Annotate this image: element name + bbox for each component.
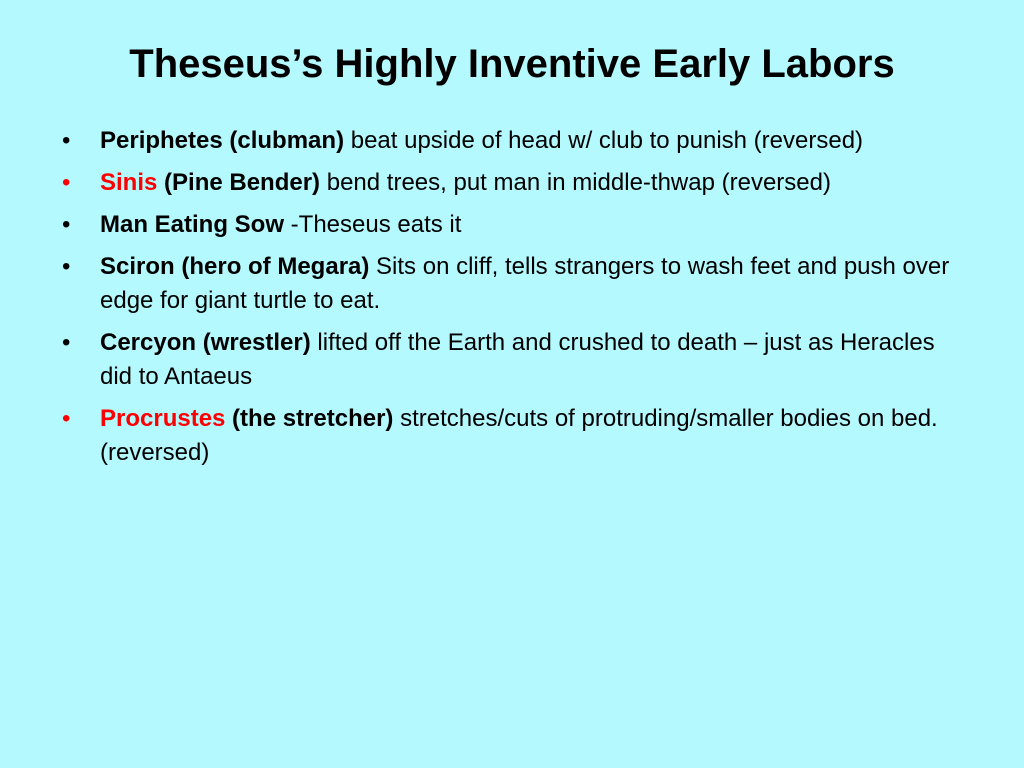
bullet-item-periphetes [62, 124, 962, 158]
bullet-marker: • [62, 253, 71, 280]
bullet-bold-label: (the stretcher) [225, 405, 394, 432]
bullet-text: lifted off the Earth and crushed to death – just as Heracles did to Antaeus [100, 329, 935, 390]
bullet-marker: • [62, 169, 71, 196]
bullet-text: beat upside of head w/ club to punish (reversed) [344, 127, 864, 154]
slide-title: Theseus’s Highly Inventive Early Labors [129, 42, 895, 86]
bullet-bold-label: Periphetes (clubman) [100, 127, 345, 154]
bullet-text: -Theseus eats it [284, 211, 462, 238]
bullet-marker: • [62, 127, 71, 154]
bullet-bold-label: Man Eating Sow [100, 211, 285, 238]
bullet-text: Sits on cliff, tells strangers to wash feet and push over edge for giant turtle to eat. [100, 253, 950, 314]
bullet-item-man-eating-sow [62, 208, 962, 242]
bullet-item-procrustes [62, 402, 962, 470]
bullet-marker: • [62, 329, 71, 356]
bullet-red-name: Sinis [100, 169, 158, 196]
bullet-red-name: Procrustes [100, 405, 226, 432]
bullet-text: bend trees, put man in middle-thwap (reversed) [320, 169, 831, 196]
bullet-list [62, 124, 962, 478]
bullet-item-sciron [62, 250, 962, 318]
bullet-item-sinis [62, 166, 962, 200]
bullet-text: stretches/cuts of protruding/smaller bodies on bed. (reversed) [100, 405, 938, 466]
bullet-bold-label: (Pine Bender) [157, 169, 321, 196]
bullet-bold-label: Sciron (hero of Megara) [100, 253, 370, 280]
bullet-bold-label: Cercyon (wrestler) [100, 329, 311, 356]
bullet-marker: • [62, 211, 71, 238]
bullet-marker: • [62, 405, 71, 432]
bullet-item-cercyon [62, 326, 962, 394]
